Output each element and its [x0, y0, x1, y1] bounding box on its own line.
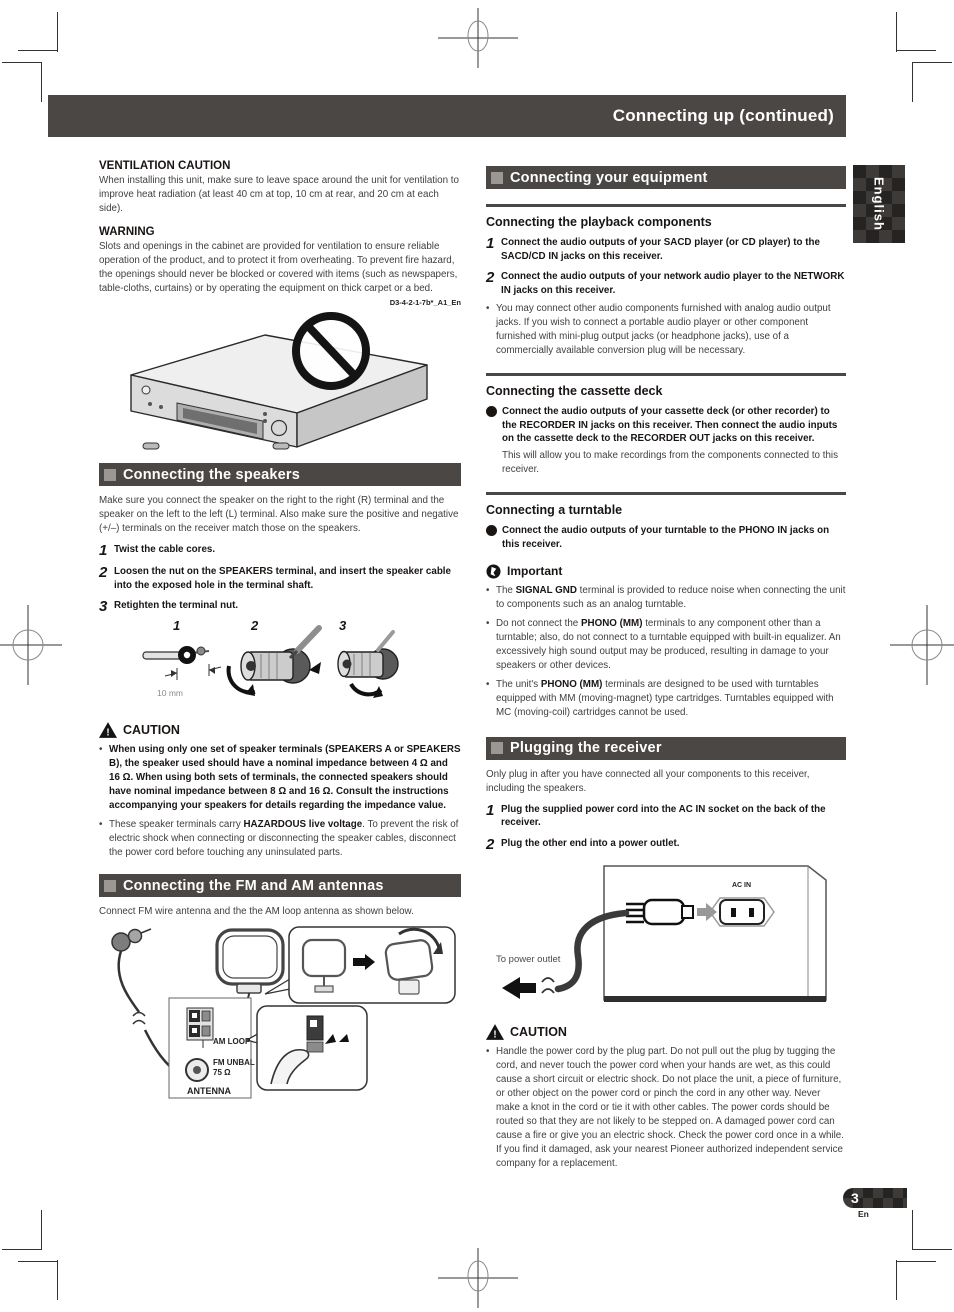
- instruction-bullet-icon: [486, 406, 497, 417]
- step-text: Plug the other end into a power outlet.: [501, 837, 680, 849]
- important-text: The SIGNAL GND terminal is provided to reduce noise when connecting the unit to components such as an analog turntable.: [496, 584, 846, 610]
- receiver-figure: [99, 311, 461, 453]
- am-terminal-callout: [247, 1006, 367, 1090]
- step-number: 2: [486, 269, 495, 287]
- bullet-dot: •: [486, 1045, 490, 1057]
- antenna-illustration: [99, 924, 461, 1122]
- caution-text: When using only one set of speaker terminals (SPEAKERS A or SPEAKERS B), the speaker used should have a nominal impedance between 4 Ω and 16 Ω. When using both sets of terminals, the connected speakers should have nominal impedance between 8 Ω and 16 Ω. Consult the instructions accompanying your speakers for details regarding the impedance value.: [109, 744, 461, 812]
- page-number: 3: [851, 1190, 859, 1206]
- section-title: Connecting the FM and AM antennas: [123, 877, 384, 894]
- step-text: Twist the cable cores.: [114, 544, 216, 555]
- svg-text:!: !: [106, 727, 110, 739]
- speakers-caution-item-2: [99, 818, 461, 860]
- note-text: You may connect other audio components furnished with analog audio output jacks. If you wish to connect a portable audio player or other component furnished with mini-plug output jacks (or headphone jacks), use of a commercially available conversion plug will be necessary.: [496, 303, 831, 357]
- step-number: 1: [486, 801, 495, 819]
- speakers-step-1: [99, 543, 461, 558]
- section-plugging-receiver: [486, 737, 846, 760]
- step-number: 2: [99, 564, 108, 581]
- receiver-illustration: [113, 311, 453, 453]
- figure-step-label: 1: [173, 618, 181, 634]
- section-square-icon: [491, 172, 503, 184]
- important-header: [486, 564, 846, 579]
- ac-in-label: AC IN: [732, 881, 752, 889]
- figure-step-label: 3: [339, 618, 347, 634]
- step-number: 1: [486, 235, 495, 252]
- warning-body: Slots and openings in the cabinet are provided for ventilation to ensure reliable operation of the product, and to protect it from overheating. To prevent fire hazard, the openings should never be blocked or covered with items (such as newspapers, table-cloths, curtains) or by operating the equipment on thick carpet or a bed.: [99, 241, 458, 294]
- cassette-instruction: [486, 405, 846, 446]
- section-connecting-equipment: [486, 166, 846, 189]
- speaker-terminal-figure: [99, 618, 461, 710]
- am-loop-label: AM LOOP: [213, 1037, 251, 1047]
- caution-title: CAUTION: [510, 1024, 567, 1039]
- cassette-note: This will allow you to make recordings from the components connected to this receiver.: [502, 450, 838, 476]
- playback-components-subhead: Connecting the playback components: [486, 204, 846, 229]
- right-column: [486, 166, 846, 1171]
- important-title: Important: [507, 564, 563, 579]
- antennas-intro: Connect FM wire antenna and the the AM loop antenna as shown below.: [99, 906, 414, 918]
- doc-code: D3-4-2-1-7b*_A1_En: [389, 298, 461, 307]
- speakers-intro: Make sure you connect the speaker on the right to the right (R) terminal and the speaker on the left to the left (L) terminal. Also make sure the positive and negative (+/–) terminals on the receiver match those on the speakers.: [99, 495, 459, 534]
- speakers-step-2: [99, 565, 461, 592]
- page-header: [48, 95, 846, 137]
- plugging-step-2: [486, 837, 846, 852]
- playback-step-2: [486, 270, 846, 297]
- caution-text: These speaker terminals carry HAZARDOUS live voltage. To prevent the risk of electric shock when connecting or disconnecting the speaker cables, disconnect the power cord before touching any uninsulated parts.: [109, 819, 459, 859]
- to-power-outlet-label: To power outlet: [496, 953, 561, 965]
- important-item-2: [486, 617, 846, 673]
- warning-triangle-icon: [99, 722, 117, 738]
- page-language: En: [858, 1209, 869, 1219]
- warning-title: WARNING: [99, 226, 155, 238]
- section-title: Connecting the speakers: [123, 466, 301, 483]
- step-text: Retighten the terminal nut.: [114, 600, 239, 612]
- section-connecting-speakers: [99, 463, 461, 486]
- terminal-steps-illustration: [121, 618, 451, 710]
- bullet-dot: •: [486, 678, 490, 690]
- section-square-icon: [104, 469, 116, 481]
- bullet-dot: •: [486, 617, 490, 629]
- bullet-dot: •: [99, 819, 103, 831]
- figure-step-label: 2: [251, 618, 259, 634]
- important-text: The unit's PHONO (MM) terminals are designed to be used with turntables equipped with MM (moving-magnet) type cartridges. Turntables equipped with MC (moving-coil) cartridges cannot be used.: [496, 678, 834, 718]
- page-number-badge: [843, 1188, 907, 1208]
- turntable-instruction: [486, 524, 846, 551]
- turntable-subhead: Connecting a turntable: [486, 492, 846, 517]
- step-number: 2: [486, 835, 495, 853]
- cassette-deck-subhead: Connecting the cassette deck: [486, 373, 846, 398]
- antenna-label: ANTENNA: [187, 1086, 231, 1097]
- bullet-dot: •: [486, 584, 490, 596]
- plugging-step-1: [486, 803, 846, 830]
- important-icon: [486, 564, 501, 579]
- register-mark-bottom: [438, 1248, 518, 1308]
- instruction-text: Connect the audio outputs of your turntable to the PHONO IN jacks on this receiver.: [502, 525, 830, 550]
- speakers-step-3: [99, 599, 461, 614]
- am-loop-callout: [265, 927, 455, 1003]
- plugging-intro: Only plug in after you have connected all your components to this receiver, including the speakers.: [486, 768, 810, 794]
- caution-title: CAUTION: [123, 723, 180, 738]
- section-title: Connecting your equipment: [510, 169, 708, 186]
- antenna-figure: [99, 924, 461, 1122]
- step-text: Connect the audio outputs of your SACD player (or CD player) to the SACD/CD IN jacks on this receiver.: [501, 237, 820, 262]
- register-mark-right: [890, 605, 954, 685]
- bullet-dot: •: [486, 303, 490, 315]
- playback-note: [486, 302, 846, 358]
- section-square-icon: [104, 880, 116, 892]
- ventilation-caution-body: When installing this unit, make sure to leave space around the unit for ventilation to improve heat radiation (at least 40 cm at top, 10 cm at rear, and 20 cm at each side).: [99, 175, 459, 214]
- language-tab: [853, 165, 905, 243]
- left-column: [99, 160, 461, 1122]
- step-number: 3: [99, 598, 108, 616]
- language-tab-label: English: [871, 177, 887, 231]
- measure-label: 10 mm: [157, 688, 183, 699]
- ventilation-caution-title: VENTILATION CAUTION: [99, 160, 231, 172]
- instruction-text: Connect the audio outputs of your cassette deck (or other recorder) to the RECORDER IN jacks on this receiver. Then connect the audio inputs on the cassette deck to the RECORDER OUT jacks on this receiver.: [502, 406, 838, 445]
- section-square-icon: [491, 742, 503, 754]
- prohibition-icon: [296, 316, 366, 386]
- svg-text:!: !: [493, 1029, 497, 1040]
- register-mark-top: [438, 8, 518, 68]
- step-text: Plug the supplied power cord into the AC IN socket on the back of the receiver.: [501, 803, 826, 829]
- speakers-caution-header: [99, 722, 461, 738]
- important-item-3: [486, 678, 846, 720]
- playback-step-1: [486, 236, 846, 263]
- power-cord-illustration: [486, 860, 846, 1012]
- register-mark-left: [0, 605, 70, 685]
- step-number: 1: [99, 542, 108, 559]
- page-title: Connecting up (continued): [612, 106, 834, 125]
- instruction-bullet-icon: [486, 525, 497, 536]
- bullet-dot: •: [99, 744, 103, 756]
- step-text: Loosen the nut on the SPEAKERS terminal, and insert the speaker cable into the exposed hole in the terminal shaft.: [114, 566, 451, 591]
- power-cord-figure: [486, 860, 846, 1012]
- warning-triangle-icon: [486, 1024, 504, 1040]
- fm-unbal-label: FM UNBAL: [213, 1058, 255, 1068]
- impedance-label: 75 Ω: [213, 1068, 231, 1078]
- speakers-caution-item-1: [99, 743, 461, 813]
- important-item-1: [486, 584, 846, 612]
- important-text: Do not connect the PHONO (MM) terminals to any component other than a turntable; also, do not connect to a turntable equipped with built-in equalizer. An excessively high sound output may be produced, resulting in damage to your speakers or other devices.: [496, 617, 841, 671]
- plugging-caution-item: [486, 1045, 846, 1171]
- section-connecting-antennas: [99, 874, 461, 897]
- caution-text: Handle the power cord by the plug part. Do not pull out the plug by tugging the cord, and never touch the power cord when your hands are wet, as this could cause a short circuit or electric shock. Do not place the unit, a piece of furniture, or other object on the power cord or pinch the cord in any other way. Never make a knot in the cord or tie it with other cables. The power cords should be routed so that they are not likely to be stepped on. A damaged power cord can cause a fire or give you an electric shock. Check the power cord once in a while. If you find it damaged, ask your nearest Pioneer authorized independent service company for a replacement.: [496, 1045, 844, 1169]
- step-text: Connect the audio outputs of your network audio player to the NETWORK IN jacks on this receiver.: [501, 271, 845, 296]
- plugging-caution-header: [486, 1024, 846, 1040]
- section-title: Plugging the receiver: [510, 740, 662, 757]
